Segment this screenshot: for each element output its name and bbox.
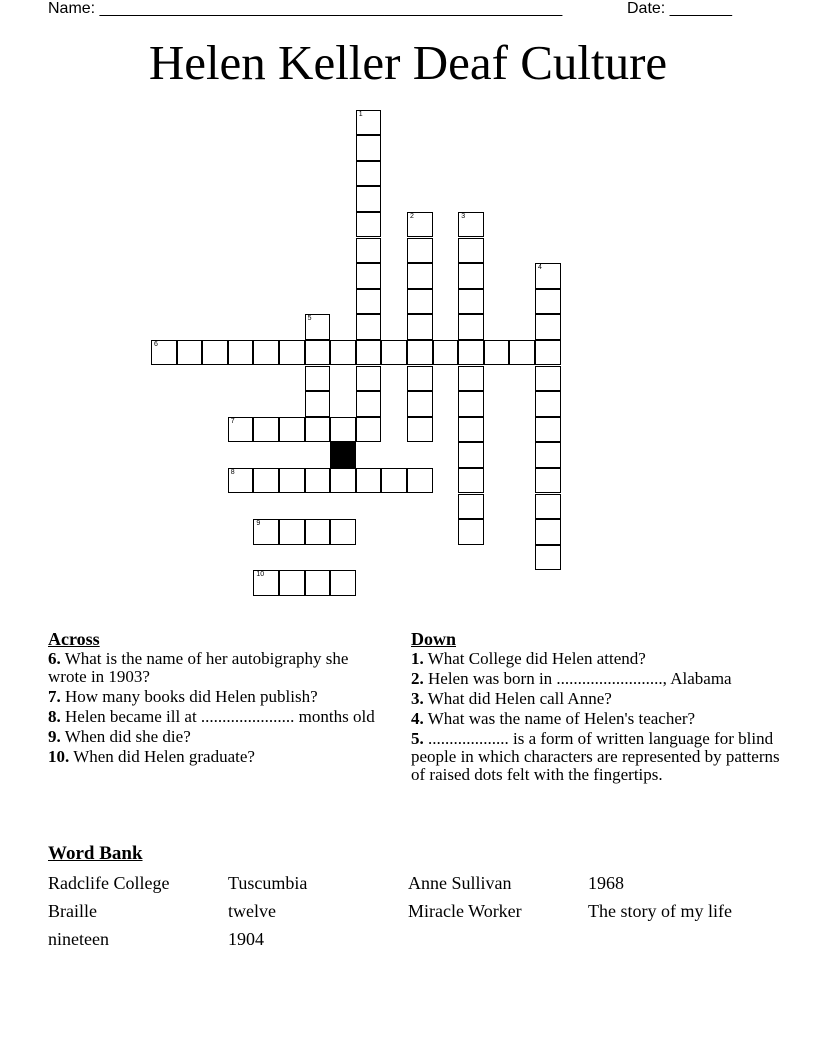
crossword-cell[interactable] <box>279 417 305 443</box>
clue-text: What College did Helen attend? <box>427 649 646 668</box>
crossword-cell[interactable] <box>253 340 279 366</box>
crossword-cell[interactable] <box>356 314 382 340</box>
clue-item <box>411 690 781 708</box>
crossword-cell[interactable] <box>458 442 484 468</box>
crossword-cell[interactable] <box>458 366 484 392</box>
clue-number-label: 10 <box>256 571 265 579</box>
crossword-cell[interactable] <box>407 417 433 443</box>
clue-text: What did Helen call Anne? <box>427 689 612 708</box>
crossword-cell[interactable] <box>535 442 561 468</box>
crossword-cell[interactable] <box>330 570 356 596</box>
crossword-cell[interactable] <box>458 391 484 417</box>
crossword-cell[interactable] <box>356 263 382 289</box>
clue-number-label: 4 <box>538 264 542 272</box>
word-bank-item: nineteen <box>48 929 109 949</box>
clue-item <box>411 670 781 688</box>
crossword-cell[interactable] <box>535 468 561 494</box>
word-bank-item: 1968 <box>588 873 624 893</box>
clue-number-label: 1 <box>358 110 363 118</box>
crossword-cell[interactable] <box>509 340 535 366</box>
clue-item <box>411 710 781 728</box>
clue-text: When did Helen graduate? <box>73 747 255 766</box>
crossword-black-cell <box>330 442 356 468</box>
clue-number: 1. <box>411 649 424 668</box>
crossword-cell[interactable] <box>458 340 484 366</box>
crossword-cell[interactable] <box>458 519 484 545</box>
date-field-label: Date: _______ <box>627 0 732 17</box>
crossword-cell[interactable] <box>330 340 356 366</box>
crossword-cell[interactable] <box>356 468 382 494</box>
word-bank-item: 1904 <box>228 929 264 949</box>
crossword-cell[interactable] <box>305 570 331 596</box>
crossword-cell[interactable] <box>535 263 561 289</box>
crossword-cell[interactable] <box>228 340 254 366</box>
crossword-cell[interactable] <box>535 494 561 520</box>
crossword-cell[interactable] <box>407 314 433 340</box>
word-bank-item: Tuscumbia <box>228 873 308 893</box>
crossword-cell[interactable] <box>202 340 228 366</box>
crossword-cell[interactable] <box>381 340 407 366</box>
crossword-cell[interactable] <box>458 289 484 315</box>
crossword-cell[interactable] <box>407 238 433 264</box>
crossword-cell[interactable] <box>330 417 356 443</box>
crossword-cell[interactable] <box>535 391 561 417</box>
crossword-cell[interactable] <box>356 340 382 366</box>
crossword-cell[interactable] <box>458 212 484 238</box>
crossword-cell[interactable] <box>458 417 484 443</box>
crossword-cell[interactable] <box>407 212 433 238</box>
crossword-cell[interactable] <box>151 340 177 366</box>
crossword-cell[interactable] <box>279 519 305 545</box>
clue-text: When did she die? <box>64 727 191 746</box>
crossword-cell[interactable] <box>535 289 561 315</box>
word-bank-item: The story of my life <box>588 901 732 921</box>
crossword-cell[interactable] <box>356 391 382 417</box>
clue-text: What is the name of her autobigraphy she wrote in 1903? <box>48 649 349 686</box>
crossword-cell[interactable] <box>253 417 279 443</box>
clue-text: How many books did Helen publish? <box>65 687 318 706</box>
down-heading: Down <box>411 629 457 649</box>
clue-text: Helen became ill at ...................... months old <box>65 707 375 726</box>
crossword-cell[interactable] <box>330 468 356 494</box>
crossword-cell[interactable] <box>305 366 331 392</box>
crossword-cell[interactable] <box>356 238 382 264</box>
down-clues <box>411 629 781 786</box>
crossword-cell[interactable] <box>330 519 356 545</box>
clue-number: 5. <box>411 729 424 748</box>
clue-text: Helen was born in ........................., Alabama <box>428 669 732 688</box>
word-bank-item: Braille <box>48 901 97 921</box>
crossword-cell[interactable] <box>279 468 305 494</box>
crossword-cell[interactable] <box>253 519 279 545</box>
crossword-cell[interactable] <box>228 468 254 494</box>
crossword-cell[interactable] <box>305 314 331 340</box>
crossword-cell[interactable] <box>253 570 279 596</box>
crossword-cell[interactable] <box>407 468 433 494</box>
clue-item <box>48 688 388 706</box>
crossword-cell[interactable] <box>407 391 433 417</box>
crossword-cell[interactable] <box>433 340 459 366</box>
clue-number: 2. <box>411 669 424 688</box>
clue-text: What was the name of Helen's teacher? <box>427 709 696 728</box>
crossword-cell[interactable] <box>279 340 305 366</box>
crossword-cell[interactable] <box>356 186 382 212</box>
word-bank-item: Anne Sullivan <box>408 873 512 893</box>
clue-number-label: 6 <box>154 340 158 348</box>
crossword-cell[interactable] <box>356 161 382 187</box>
clue-number: 3. <box>411 689 424 708</box>
word-bank-item: twelve <box>228 901 276 921</box>
crossword-cell[interactable] <box>407 340 433 366</box>
crossword-cell[interactable] <box>228 417 254 443</box>
clue-text: ................... is a form of written language for blind people in which characters are represented by patterns of raised dots felt with the fingertips. <box>411 729 780 784</box>
crossword-cell[interactable] <box>279 570 305 596</box>
crossword-cell[interactable] <box>356 110 382 136</box>
crossword-cell[interactable] <box>381 468 407 494</box>
crossword-cell[interactable] <box>458 468 484 494</box>
clue-number: 9. <box>48 727 61 746</box>
clue-item <box>411 650 781 668</box>
crossword-cell[interactable] <box>305 468 331 494</box>
page-title: Helen Keller Deaf Culture <box>148 35 668 90</box>
word-bank-item: Radclife College <box>48 873 170 893</box>
crossword-cell[interactable] <box>407 263 433 289</box>
crossword-cell[interactable] <box>305 417 331 443</box>
clue-number: 7. <box>48 687 61 706</box>
clue-number: 8. <box>48 707 61 726</box>
name-field-label: Name: ____________________________________________________ <box>48 0 563 17</box>
crossword-cell[interactable] <box>458 238 484 264</box>
crossword-cell[interactable] <box>535 519 561 545</box>
crossword-cell[interactable] <box>356 212 382 238</box>
crossword-cell[interactable] <box>484 340 510 366</box>
crossword-cell[interactable] <box>458 494 484 520</box>
clue-item <box>48 708 388 726</box>
crossword-cell[interactable] <box>458 314 484 340</box>
crossword-cell[interactable] <box>356 135 382 161</box>
crossword-cell[interactable] <box>356 417 382 443</box>
clue-number: 10. <box>48 747 70 766</box>
crossword-cell[interactable] <box>305 519 331 545</box>
crossword-cell[interactable] <box>253 468 279 494</box>
crossword-cell[interactable] <box>356 289 382 315</box>
word-bank-heading: Word Bank <box>48 843 143 864</box>
crossword-cell[interactable] <box>177 340 203 366</box>
crossword-cell[interactable] <box>356 366 382 392</box>
clue-number-label: 5 <box>307 315 312 323</box>
crossword-cell[interactable] <box>407 289 433 315</box>
clue-item <box>48 728 388 746</box>
crossword-cell[interactable] <box>535 314 561 340</box>
clue-item <box>48 748 388 766</box>
clue-number-label: 2 <box>410 212 414 220</box>
crossword-cell[interactable] <box>305 391 331 417</box>
crossword-cell[interactable] <box>535 366 561 392</box>
across-clues <box>48 629 388 768</box>
across-heading: Across <box>48 629 100 649</box>
clue-item <box>48 650 388 686</box>
clue-item <box>411 730 781 784</box>
crossword-cell[interactable] <box>535 340 561 366</box>
crossword-cell[interactable] <box>535 417 561 443</box>
clue-number: 6. <box>48 649 61 668</box>
clue-number-label: 9 <box>256 520 261 528</box>
crossword-cell[interactable] <box>407 366 433 392</box>
clue-number: 4. <box>411 709 424 728</box>
crossword-cell[interactable] <box>458 263 484 289</box>
clue-number-label: 3 <box>461 212 466 220</box>
crossword-cell[interactable] <box>535 545 561 571</box>
word-bank-item: Miracle Worker <box>408 901 522 921</box>
crossword-cell[interactable] <box>305 340 331 366</box>
clue-number-label: 8 <box>230 468 235 476</box>
clue-number-label: 7 <box>230 417 235 425</box>
